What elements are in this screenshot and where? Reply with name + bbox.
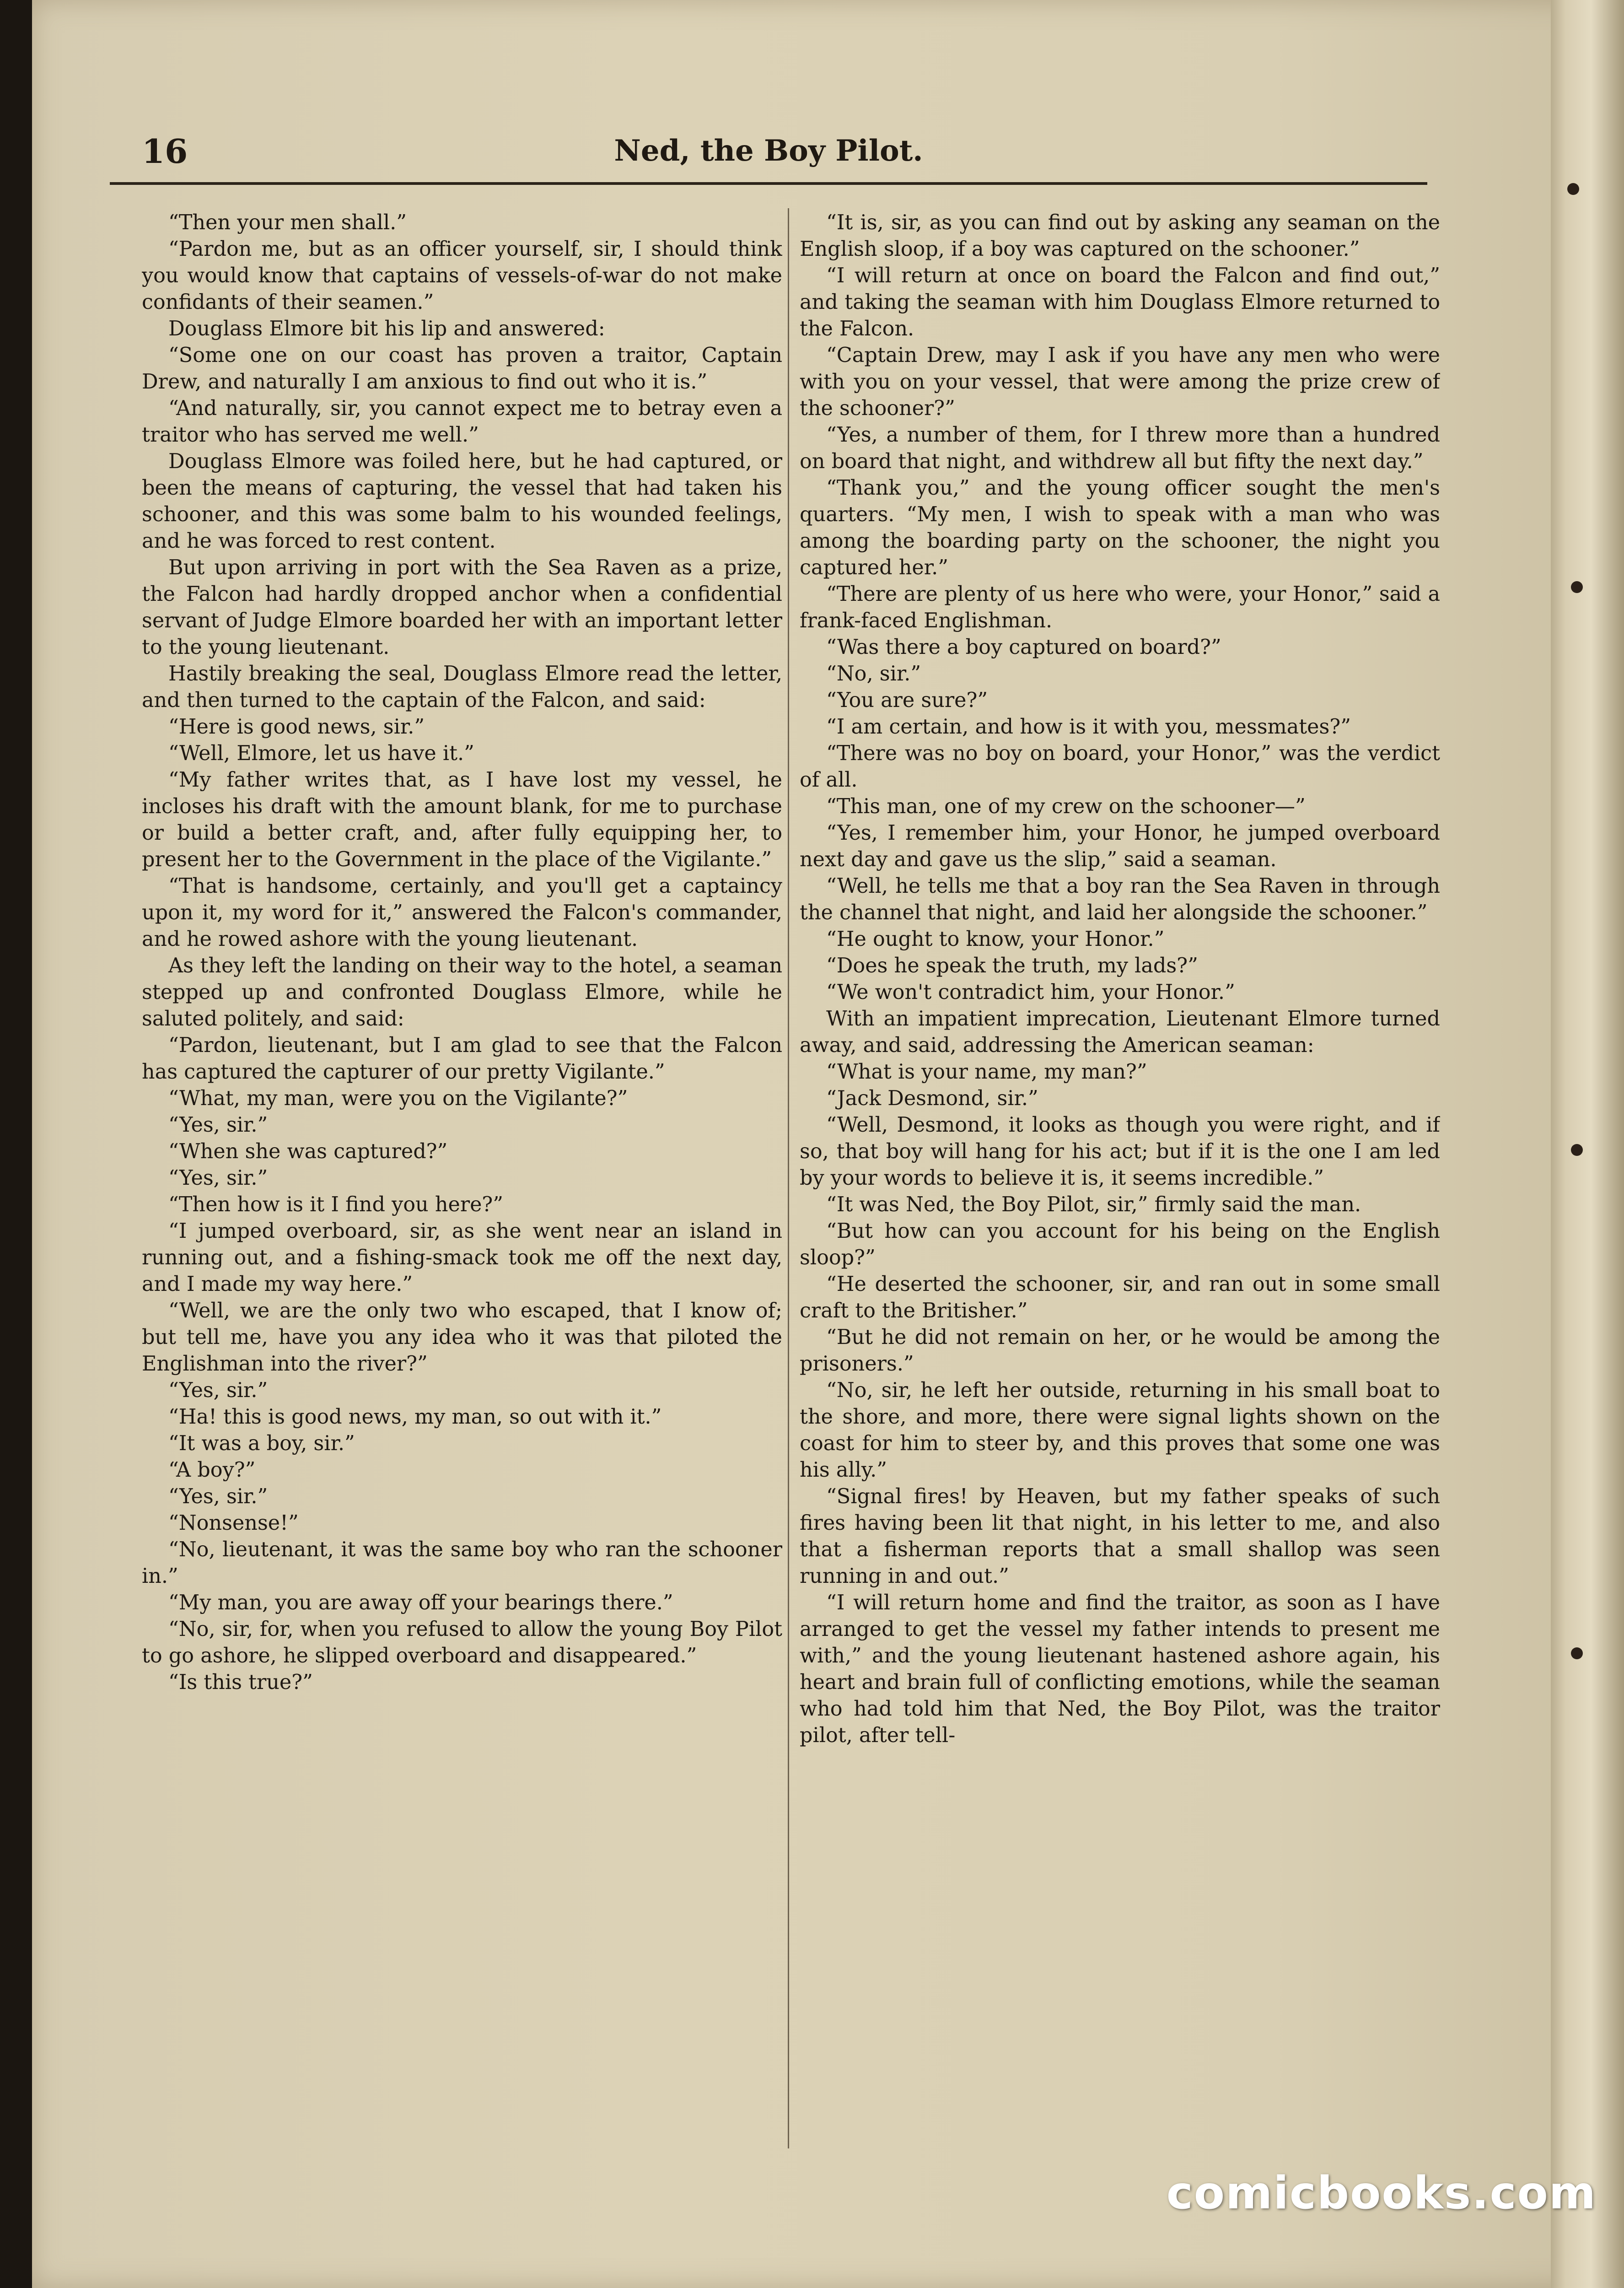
column-divider <box>788 208 789 2148</box>
paragraph: “When she was captured?” <box>168 1140 448 1163</box>
paragraph: Douglass Elmore was foiled here, but he had captured, or been the means of capturing, the vessel that had taken his schooner, and this was some balm to his wounded feelings, and he was forced to rest content. <box>142 450 782 553</box>
paragraph: “Well, Desmond, it looks as though you were right, and if so, that boy will hang for his act; but if it is the one I am led by your words to believe it is, it seems incredible.” <box>800 1113 1440 1190</box>
paragraph: “Does he speak the truth, my lads?” <box>826 954 1198 977</box>
paragraph: “I will return at once on board the Falcon and find out,” and taking the seaman with him Douglass Elmore returned to the Falcon. <box>800 264 1440 340</box>
paragraph: “Jack Desmond, sir.” <box>826 1087 1038 1110</box>
paragraph: “But he did not remain on her, or he would be among the prisoners.” <box>800 1326 1440 1376</box>
paragraph: “He deserted the schooner, sir, and ran out in some small craft to the Britisher.” <box>800 1273 1440 1322</box>
paragraph: “There are plenty of us here who were, your Honor,” said a frank-faced Englishman. <box>800 583 1440 632</box>
paragraph: “Thank you,” and the young officer sought the men's quarters. “My men, I wish to speak with a man who was among the boarding party on the schooner, the night you captured her.” <box>800 476 1440 579</box>
paragraph: “I jumped overboard, sir, as she went near an island in running out, and a fishing-smack took me off the next day, and I made my way here.” <box>142 1220 782 1296</box>
paragraph: Douglass Elmore bit his lip and answered: <box>168 317 605 340</box>
running-title: Ned, the Boy Pilot. <box>614 134 923 168</box>
paragraph: “Ha! this is good news, my man, so out with it.” <box>168 1405 662 1429</box>
paragraph: “Pardon me, but as an officer yourself, sir, I should think you would know that captains of vessels-of-war do not make confidants of their seamen.” <box>142 237 782 314</box>
paragraph: “Yes, a number of them, for I threw more than a hundred on board that night, and withdrew all but fifty the next day.” <box>800 423 1440 473</box>
paragraph: “What is your name, my man?” <box>826 1060 1147 1084</box>
paragraph: “A boy?” <box>168 1458 256 1482</box>
paragraph: “It was Ned, the Boy Pilot, sir,” firmly said the man. <box>826 1193 1361 1216</box>
paragraph: “Yes, sir.” <box>168 1379 268 1402</box>
paragraph: Hastily breaking the seal, Douglass Elmore read the letter, and then turned to the captain of the Falcon, and said: <box>142 662 782 712</box>
paragraph: “Some one on our coast has proven a traitor, Captain Drew, and naturally I am anxious to find out who it is.” <box>142 344 782 394</box>
paragraph: “No, sir, he left her outside, returning in his small boat to the shore, and more, there were signal lights shown on the coast for him to steer by, and this proves that some one was his ally.” <box>800 1379 1440 1482</box>
staple-hole <box>1571 581 1583 593</box>
paragraph: “It was a boy, sir.” <box>168 1432 355 1455</box>
paragraph: “He ought to know, your Honor.” <box>826 928 1165 951</box>
paragraph: But upon arriving in port with the Sea Raven as a prize, the Falcon had hardly dropped anchor when a confidential servant of Judge Elmore boarded her with an important letter to the young lieutenant. <box>142 556 782 659</box>
paragraph: “What, my man, were you on the Vigilante?” <box>168 1087 628 1110</box>
paragraph: “That is handsome, certainly, and you'll get a captaincy upon it, my word for it,” answered the Falcon's commander, and he rowed ashore with the young lieutenant. <box>142 874 782 951</box>
paragraph: “Then your men shall.” <box>168 211 407 234</box>
paragraph: “We won't contradict him, your Honor.” <box>826 981 1235 1004</box>
paragraph: “You are sure?” <box>826 689 988 712</box>
paragraph: “I am certain, and how is it with you, messmates?” <box>826 715 1351 739</box>
paragraph: “Well, he tells me that a boy ran the Sea Raven in through the channel that night, and laid her alongside the schooner.” <box>800 874 1440 924</box>
paragraph: “No, sir, for, when you refused to allow the young Boy Pilot to go ashore, he slipped overboard and disappeared.” <box>142 1618 782 1667</box>
paragraph: “But how can you account for his being on the English sloop?” <box>800 1220 1440 1269</box>
paragraph: “Was there a boy captured on board?” <box>826 636 1221 659</box>
paragraph: “Then how is it I find you here?” <box>168 1193 504 1216</box>
staple-hole <box>1567 183 1579 195</box>
paragraph: “Is this true?” <box>168 1671 313 1694</box>
right-text-column <box>800 210 1440 2150</box>
page-gutter-edge <box>1551 0 1624 2288</box>
paragraph: “Yes, sir.” <box>168 1113 268 1137</box>
paragraph: “Yes, I remember him, your Honor, he jumped overboard next day and gave us the slip,” said a seaman. <box>800 821 1440 871</box>
paragraph: “Here is good news, sir.” <box>168 715 425 739</box>
paragraph: “Pardon, lieutenant, but I am glad to see that the Falcon has captured the capturer of our pretty Vigilante.” <box>142 1034 782 1084</box>
staple-hole <box>1571 1144 1583 1156</box>
site-watermark: comicbooks.com <box>1166 2167 1597 2219</box>
paragraph: “Well, Elmore, let us have it.” <box>168 742 474 765</box>
paragraph: “Signal fires! by Heaven, but my father speaks of such fires having been lit that night, in his letter to me, and also that a fisherman reports that a small shallop was seen running in and out.” <box>800 1485 1440 1588</box>
paragraph: “It is, sir, as you can find out by asking any seaman on the English sloop, if a boy was captured on the schooner.” <box>800 211 1440 261</box>
page-header <box>110 132 1427 185</box>
paragraph: “There was no boy on board, your Honor,” was the verdict of all. <box>800 742 1440 792</box>
paragraph: “Yes, sir.” <box>168 1166 268 1190</box>
paragraph: “Well, we are the only two who escaped, that I know of; but tell me, have you any idea who it was that piloted the Englishman into the river?” <box>142 1299 782 1376</box>
paragraph: As they left the landing on their way to the hotel, a seaman stepped up and confronted Douglass Elmore, while he saluted politely, and said: <box>142 954 782 1031</box>
paragraph: “No, sir.” <box>826 662 921 685</box>
paragraph: “And naturally, sir, you cannot expect me to betray even a traitor who has served me well.” <box>142 397 782 447</box>
staple-hole <box>1571 1647 1583 1659</box>
paragraph: “My father writes that, as I have lost my vessel, he incloses his draft with the amount blank, for me to purchase or build a better craft, and, after fully equipping her, to present her to the Government in the place of the Vigilante.” <box>142 768 782 871</box>
paragraph: “Nonsense!” <box>168 1511 299 1535</box>
paragraph: “Yes, sir.” <box>168 1485 268 1508</box>
paragraph: “I will return home and find the traitor, as soon as I have arranged to get the vessel my father intends to present me with,” and the young lieutenant hastened ashore again, his heart and brain full of conflicting emotions, while the seaman who had told him that Ned, the Boy Pilot, was the traitor pilot, after tell- <box>800 1591 1440 1747</box>
page-number: 16 <box>142 132 188 171</box>
paragraph: “Captain Drew, may I ask if you have any men who were with you on your vessel, that were among the prize crew of the schooner?” <box>800 344 1440 420</box>
paragraph: With an impatient imprecation, Lieutenant Elmore turned away, and said, addressing the American seaman: <box>800 1007 1440 1057</box>
paragraph: “No, lieutenant, it was the same boy who ran the schooner in.” <box>142 1538 782 1588</box>
left-text-column <box>142 210 782 2150</box>
paragraph: “This man, one of my crew on the schooner—” <box>826 795 1306 818</box>
paragraph: “My man, you are away off your bearings there.” <box>168 1591 673 1614</box>
